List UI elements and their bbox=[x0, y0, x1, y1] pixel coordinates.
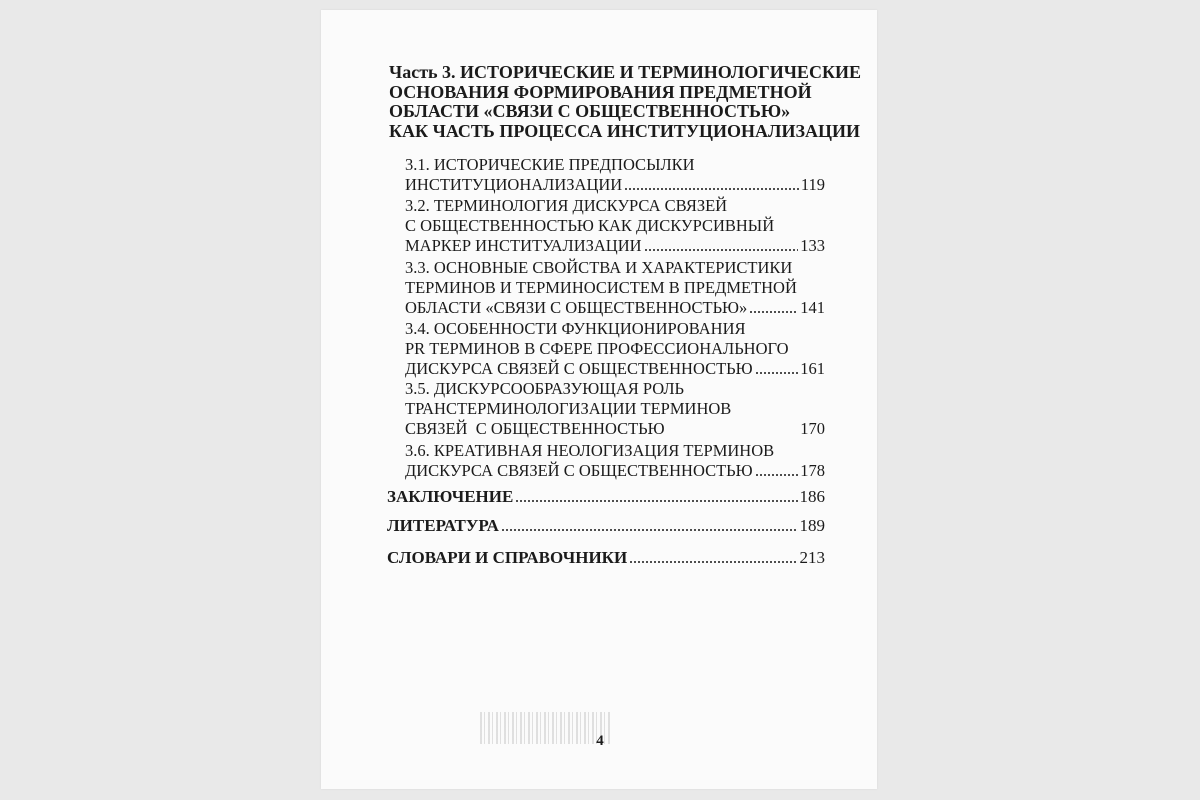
toc-entry-line: 3.3. ОСНОВНЫЕ СВОЙСТВА И ХАРАКТЕРИСТИКИ bbox=[405, 258, 793, 277]
toc-entry-3-4[interactable] bbox=[405, 319, 825, 379]
toc-entry-line: МАРКЕР ИНСТИТУАЛИЗАЦИИ bbox=[405, 236, 642, 255]
leader-dots bbox=[624, 178, 799, 190]
toc-entry-line: ДИСКУРСА СВЯЗЕЙ С ОБЩЕСТВЕННОСТЬЮ bbox=[405, 359, 753, 378]
toc-entry-line: 3.5. ДИСКУРСООБРАЗУЮЩАЯ РОЛЬ bbox=[405, 379, 684, 398]
toc-page-number: 186 bbox=[799, 487, 825, 506]
leader-dots bbox=[644, 239, 799, 251]
part-heading bbox=[389, 62, 861, 141]
toc-page-number: 189 bbox=[799, 516, 825, 535]
toc-entry-line: ИНСТИТУЦИОНАЛИЗАЦИИ bbox=[405, 175, 623, 194]
toc-entry-3-1[interactable] bbox=[405, 155, 825, 195]
part-heading-line: Часть 3. ИСТОРИЧЕСКИЕ И ТЕРМИНОЛОГИЧЕСКИЕ bbox=[389, 62, 861, 82]
toc-entry-3-3[interactable] bbox=[405, 258, 825, 318]
toc-page-number: 170 bbox=[800, 419, 825, 438]
toc-entry-line: ТРАНСТЕРМИНОЛОГИЗАЦИИ ТЕРМИНОВ bbox=[405, 399, 732, 418]
toc-page-number: 133 bbox=[800, 236, 825, 255]
toc-entry-line: 3.1. ИСТОРИЧЕСКИЕ ПРЕДПОСЫЛКИ bbox=[405, 155, 695, 174]
part-heading-line: ОБЛАСТИ «СВЯЗИ С ОБЩЕСТВЕННОСТЬЮ» bbox=[389, 101, 791, 121]
toc-entry-label: ЛИТЕРАТУРА bbox=[387, 516, 499, 535]
toc-entry-line: ДИСКУРСА СВЯЗЕЙ С ОБЩЕСТВЕННОСТЬЮ bbox=[405, 461, 753, 480]
toc-page-number: 141 bbox=[800, 298, 825, 317]
toc-entry-label: СЛОВАРИ И СПРАВОЧНИКИ bbox=[387, 548, 628, 567]
toc-entry-label: ЗАКЛЮЧЕНИЕ bbox=[387, 487, 514, 506]
toc-entry-line: 3.2. ТЕРМИНОЛОГИЯ ДИСКУРСА СВЯЗЕЙ bbox=[405, 196, 728, 215]
toc-entry-line: СВЯЗЕЙ С ОБЩЕСТВЕННОСТЬЮ bbox=[405, 419, 665, 438]
part-heading-line: ОСНОВАНИЯ ФОРМИРОВАНИЯ ПРЕДМЕТНОЙ bbox=[389, 81, 812, 102]
toc-entry-line: 3.4. ОСОБЕННОСТИ ФУНКЦИОНИРОВАНИЯ bbox=[405, 319, 746, 338]
leader-dots bbox=[501, 519, 798, 531]
toc-entry-conclusion[interactable] bbox=[387, 487, 825, 507]
leader-dots bbox=[755, 362, 799, 374]
toc-page-number: 178 bbox=[800, 461, 825, 480]
part-heading-line: КАК ЧАСТЬ ПРОЦЕССА ИНСТИТУЦИОНАЛИЗАЦИИ bbox=[389, 120, 860, 141]
leader-dots bbox=[749, 301, 798, 313]
toc-entry-literature[interactable] bbox=[387, 516, 825, 536]
toc-entry-3-5[interactable] bbox=[405, 379, 825, 439]
toc-entry-dictionaries[interactable] bbox=[387, 548, 825, 568]
toc-page-number: 213 bbox=[799, 548, 825, 567]
leader-dots bbox=[755, 464, 799, 476]
toc-entry-line: ОБЛАСТИ «СВЯЗИ С ОБЩЕСТВЕННОСТЬЮ» bbox=[405, 298, 748, 317]
toc-entry-line: 3.6. КРЕАТИВНАЯ НЕОЛОГИЗАЦИЯ ТЕРМИНОВ bbox=[405, 441, 775, 460]
leader-dots bbox=[629, 551, 797, 563]
toc-entry-line: ТЕРМИНОВ И ТЕРМИНОСИСТЕМ В ПРЕДМЕТНОЙ bbox=[405, 278, 797, 297]
toc-page-number: 161 bbox=[800, 359, 825, 378]
leader-dots bbox=[515, 490, 797, 502]
toc-entry-3-2[interactable] bbox=[405, 196, 825, 256]
page-number: 4 bbox=[596, 733, 604, 749]
toc-entry-line: С ОБЩЕСТВЕННОСТЬЮ КАК ДИСКУРСИВНЫЙ bbox=[405, 216, 775, 235]
toc-entry-line: PR ТЕРМИНОВ В СФЕРЕ ПРОФЕССИОНАЛЬНОГО bbox=[405, 339, 789, 358]
toc-entry-3-6[interactable] bbox=[405, 441, 825, 481]
toc-page-number: 119 bbox=[800, 175, 825, 194]
